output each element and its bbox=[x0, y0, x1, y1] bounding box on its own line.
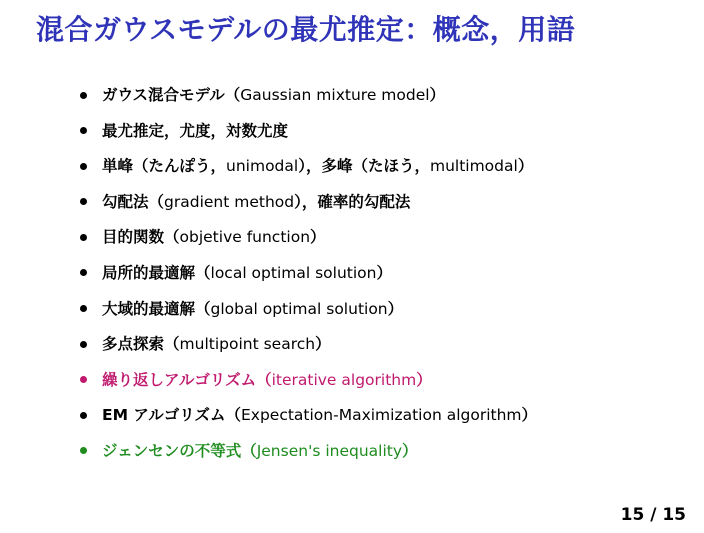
page-number: 15 / 15 bbox=[620, 505, 686, 525]
bullet-ja: EM アルゴリズム（ bbox=[102, 406, 241, 425]
bullet-dot-icon bbox=[80, 376, 87, 383]
bullet-en: Gaussian mixture model bbox=[240, 86, 430, 104]
bullet-item-global-optimum bbox=[80, 292, 680, 328]
bullet-dot-icon bbox=[80, 127, 87, 134]
bullet-en: iterative algorithm bbox=[271, 370, 417, 389]
bullet-en: Expectation-Maximization algorithm bbox=[240, 406, 522, 425]
bullet-close: ） bbox=[416, 370, 432, 389]
bullet-close: ） bbox=[387, 299, 404, 318]
bullet-close: ），確率的勾配法 bbox=[294, 192, 411, 211]
bullet-ja: ジェンセンの不等式（ bbox=[102, 441, 257, 460]
bullet-ja: 単峰（たんぽう， bbox=[102, 157, 227, 176]
bullet-item-multipoint bbox=[80, 327, 680, 363]
bullet-text bbox=[102, 149, 533, 185]
bullet-dot-icon bbox=[80, 305, 87, 312]
bullet-item-local-optimum bbox=[80, 256, 680, 292]
bullet-text bbox=[102, 114, 288, 150]
bullet-text bbox=[102, 220, 326, 256]
bullet-item-objective bbox=[80, 220, 680, 256]
bullet-ja: 最尤推定，尤度，対数尤度 bbox=[102, 121, 289, 140]
bullet-close: ） bbox=[521, 406, 538, 425]
bullet-text bbox=[102, 327, 331, 363]
bullet-item-modality bbox=[80, 149, 680, 185]
bullet-close: ） bbox=[376, 263, 392, 282]
bullet-text bbox=[102, 434, 418, 470]
bullet-ja: 目的関数（ bbox=[102, 228, 180, 247]
bullet-dot-icon bbox=[80, 447, 87, 454]
bullet-item-iterative bbox=[80, 363, 680, 399]
bullet-en: gradient method bbox=[164, 192, 295, 211]
bullet-item-em bbox=[80, 398, 680, 434]
bullet-close: ） bbox=[310, 228, 326, 247]
bullet-text bbox=[102, 398, 537, 434]
bullet-close: ） bbox=[315, 335, 331, 354]
bullet-en: Jensen's inequality bbox=[256, 441, 403, 460]
bullet-dot-icon bbox=[80, 92, 87, 99]
bullet-item-gradient bbox=[80, 185, 680, 221]
bullet-dot-icon bbox=[80, 341, 87, 348]
slide-title: 混合ガウスモデルの最尤推定：概念，用語 bbox=[36, 13, 576, 46]
bullet-ja: 繰り返しアルゴリズム（ bbox=[102, 370, 272, 389]
bullet-ja: 勾配法（ bbox=[102, 192, 165, 211]
bullet-en: objetive function bbox=[179, 228, 311, 247]
bullet-en: unimodal bbox=[226, 157, 299, 176]
bullet-dot-icon bbox=[80, 269, 87, 276]
bullet-close: ） bbox=[402, 441, 418, 460]
bullet-text bbox=[102, 363, 432, 399]
bullet-ja: 局所的最適解（ bbox=[102, 263, 211, 282]
bullet-dot-icon bbox=[80, 234, 87, 241]
bullet-item-gmm bbox=[80, 78, 680, 114]
bullet-list bbox=[80, 78, 680, 470]
bullet-en: global optimal solution bbox=[210, 299, 388, 318]
bullet-close: ） bbox=[429, 86, 446, 104]
bullet-text bbox=[102, 292, 403, 328]
bullet-item-jensen bbox=[80, 434, 680, 470]
bullet-ja: 多点探索（ bbox=[102, 335, 180, 354]
bullet-close: ），多峰（たほう， bbox=[298, 157, 430, 176]
bullet-text bbox=[102, 185, 410, 221]
bullet-dot-icon bbox=[80, 163, 87, 170]
bullet-ja: 大域的最適解（ bbox=[102, 299, 211, 318]
bullet-item-likelihood bbox=[80, 114, 680, 150]
bullet-en-2: multimodal bbox=[429, 157, 518, 176]
bullet-ja: ガウス混合モデル（ bbox=[102, 86, 241, 104]
bullet-close-2: ） bbox=[517, 157, 534, 176]
bullet-dot-icon bbox=[80, 412, 87, 419]
bullet-dot-icon bbox=[80, 198, 87, 205]
bullet-en: local optimal solution bbox=[210, 263, 377, 282]
bullet-text bbox=[102, 256, 392, 292]
bullet-en: multipoint search bbox=[179, 335, 316, 354]
bullet-text bbox=[102, 78, 445, 114]
